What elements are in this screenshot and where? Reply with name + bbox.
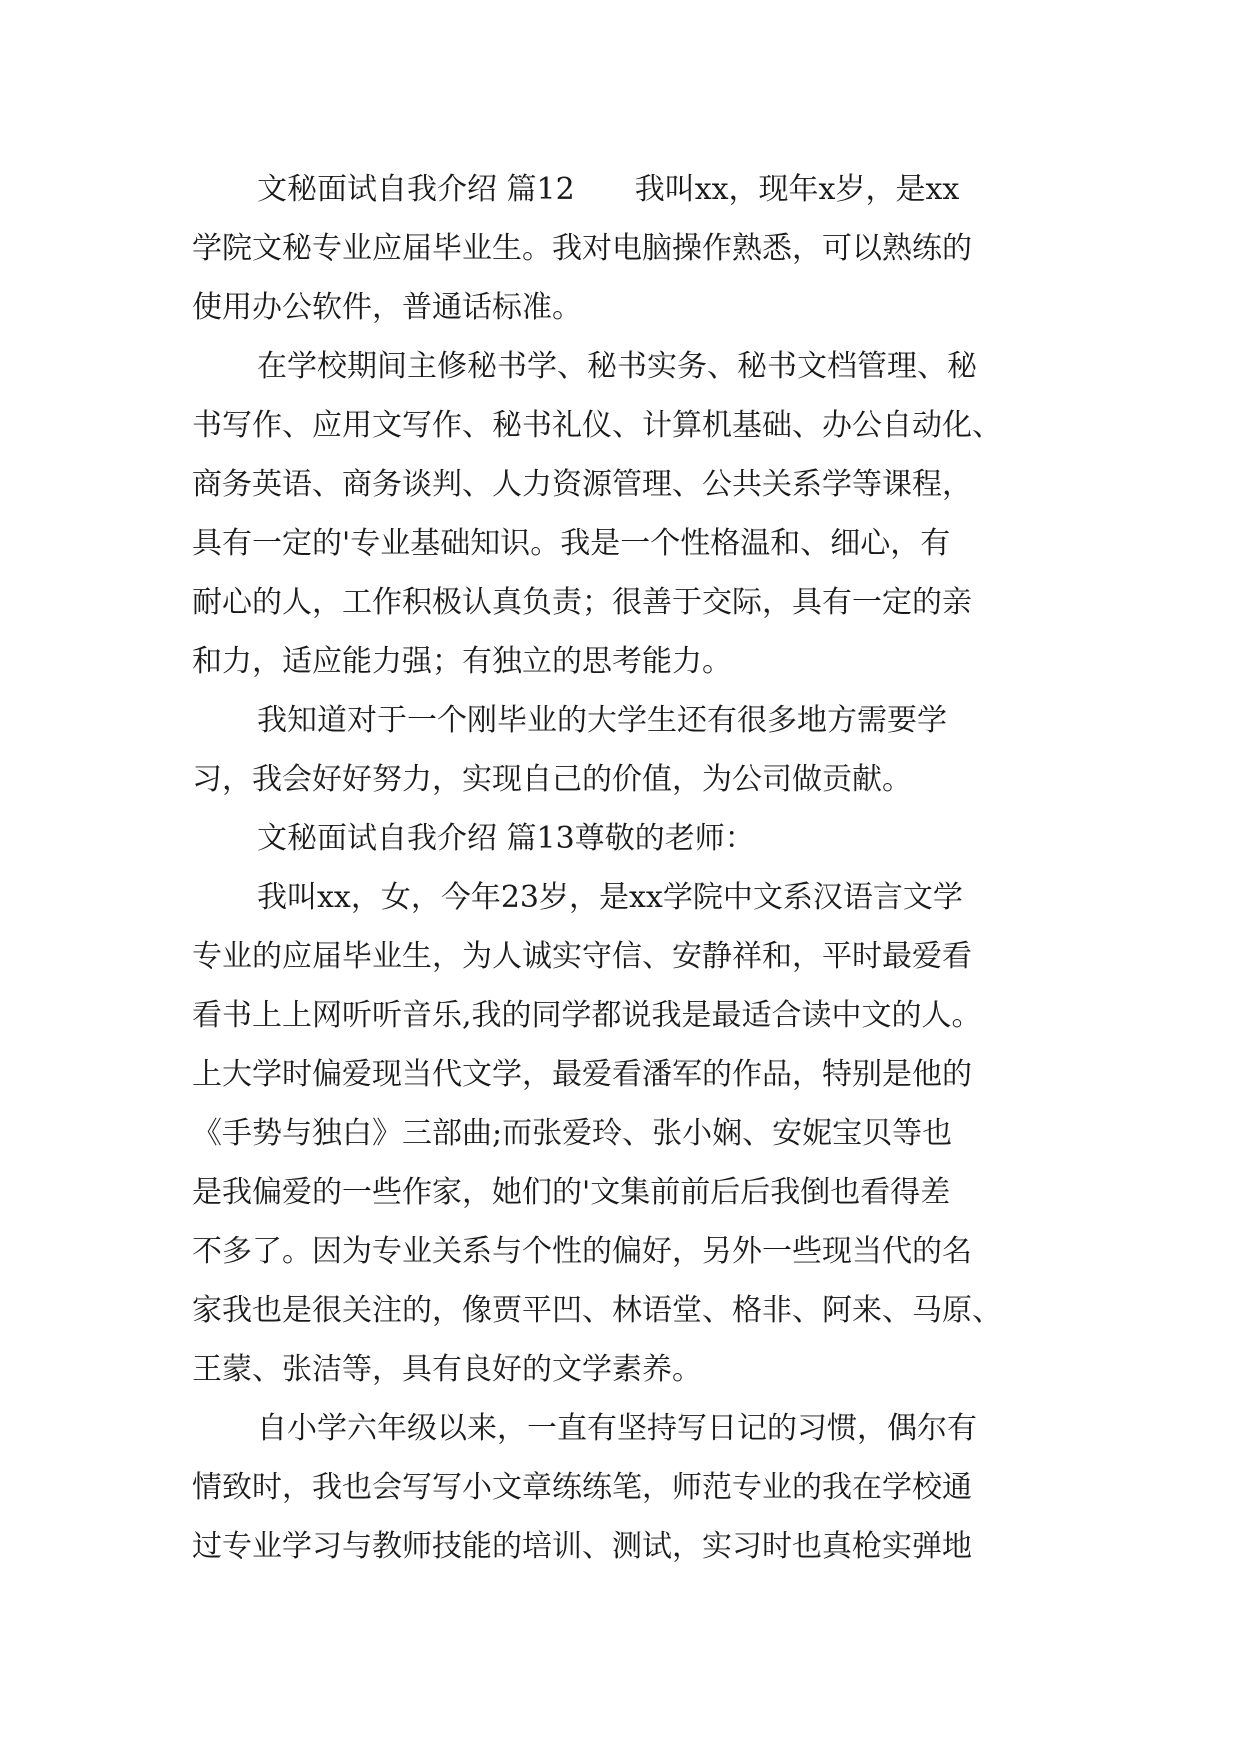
text-line: 商务英语、商务谈判、人力资源管理、公共关系学等课程， — [192, 467, 972, 502]
text-line: 情致时，我也会写写小文章练练笔，师范专业的我在学校通 — [192, 1470, 972, 1505]
text-line: 文秘面试自我介绍 篇12 我叫xx，现年x岁，是xx — [257, 172, 960, 207]
text-line: 我知道对于一个刚毕业的大学生还有很多地方需要学 — [257, 703, 947, 738]
text-line: 在学校期间主修秘书学、秘书实务、秘书文档管理、秘 — [257, 349, 977, 384]
text-line: 看书上上网听听音乐,我的同学都说我是最适合读中文的人。 — [192, 998, 982, 1033]
text-line: 不多了。因为专业关系与个性的偏好，另外一些现当代的名 — [192, 1234, 972, 1269]
text-line: 家我也是很关注的，像贾平凹、林语堂、格非、阿来、马原、 — [192, 1293, 1002, 1328]
text-line: 上大学时偏爱现当代文学，最爱看潘军的作品，特别是他的 — [192, 1057, 972, 1092]
text-line: 自小学六年级以来，一直有坚持写日记的习惯，偶尔有 — [257, 1411, 977, 1446]
text-line: 使用办公软件，普通话标准。 — [192, 290, 582, 325]
text-line: 我叫xx，女，今年23岁，是xx学院中文系汉语言文学 — [257, 880, 963, 915]
document-body — [192, 160, 1057, 1576]
text-line: 《手势与独白》三部曲;而张爱玲、张小娴、安妮宝贝等也 — [192, 1116, 953, 1151]
text-line: 专业的应届毕业生，为人诚实守信、安静祥和，平时最爱看 — [192, 939, 972, 974]
text-line: 王蒙、张洁等，具有良好的文学素养。 — [192, 1352, 702, 1387]
text-line: 学院文秘专业应届毕业生。我对电脑操作熟悉，可以熟练的 — [192, 231, 972, 266]
text-line: 耐心的人，工作积极认真负责；很善于交际，具有一定的亲 — [192, 585, 972, 620]
section-heading-line: 文秘面试自我介绍 篇13尊敬的老师： — [257, 821, 755, 856]
text-line: 是我偏爱的一些作家，她们的'文集前前后后我倒也看得差 — [192, 1175, 951, 1210]
text-line: 书写作、应用文写作、秘书礼仪、计算机基础、办公自动化、 — [192, 408, 1002, 443]
text-line: 习，我会好好努力，实现自己的价值，为公司做贡献。 — [192, 762, 912, 797]
text-line: 具有一定的'专业基础知识。我是一个性格温和、细心，有 — [192, 526, 951, 561]
text-line: 和力，适应能力强；有独立的思考能力。 — [192, 644, 732, 679]
text-line: 过专业学习与教师技能的培训、测试，实习时也真枪实弹地 — [192, 1529, 972, 1564]
